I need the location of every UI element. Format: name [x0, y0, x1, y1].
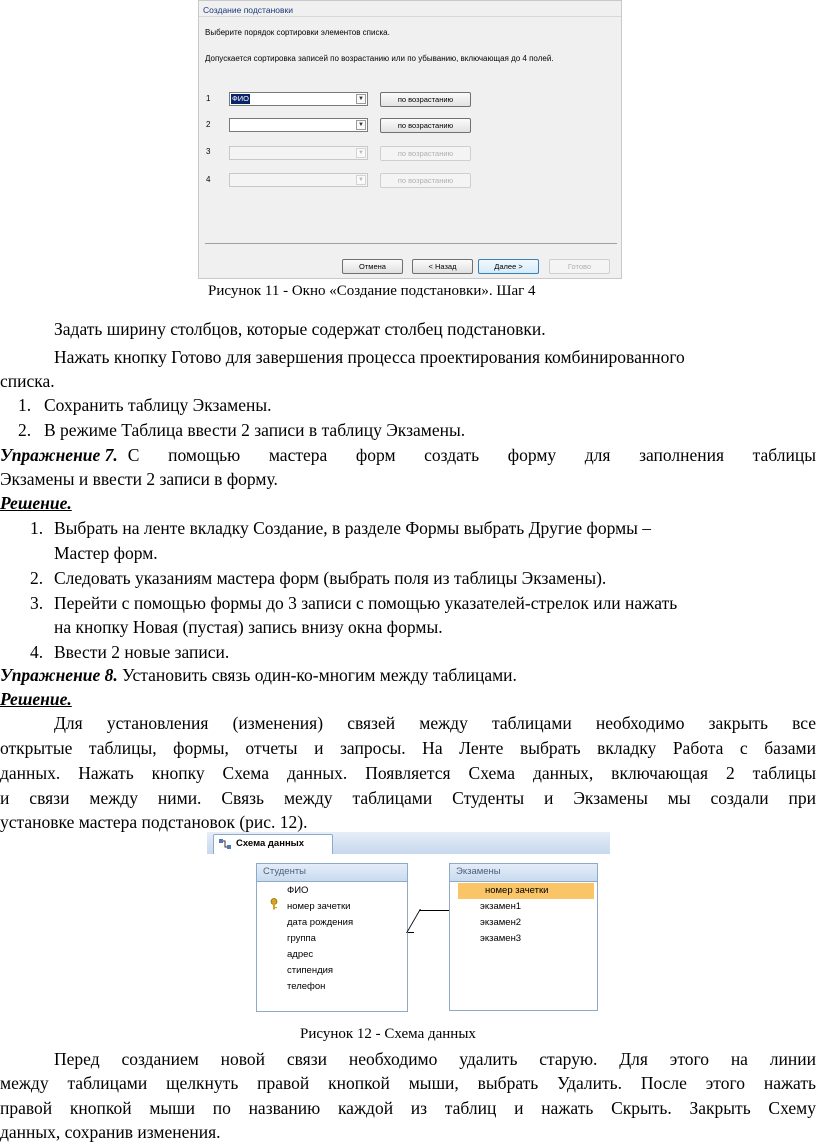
field-item[interactable]: адрес [287, 949, 314, 960]
paragraph: данных, сохранив изменения. [0, 1122, 221, 1142]
sort-row-number: 4 [206, 175, 211, 184]
field-item[interactable]: экзамен3 [480, 933, 522, 944]
paragraph: и связи между ними. Связь между таблицами Студенты и Экзамены мы создали при [0, 788, 816, 808]
relationship-line[interactable] [406, 909, 421, 933]
sort-field-value [231, 148, 233, 158]
finish-button: Готово [549, 259, 610, 274]
sort-field-combo-4 [229, 173, 368, 187]
field-item[interactable]: группа [287, 933, 316, 944]
wizard-divider [205, 243, 617, 244]
exercise-8-text: Установить связь один-ко-многим между таблицами. [122, 665, 517, 685]
sort-order-button-1[interactable]: по возрастанию [380, 92, 471, 107]
tab-relationships[interactable] [213, 834, 333, 854]
lookup-wizard-window [198, 0, 622, 279]
list-item: Выбрать на ленте вкладку Создание, в разделе Формы выбрать Другие формы – [54, 518, 652, 538]
chevron-down-icon: ▼ [356, 148, 366, 158]
table-students[interactable] [256, 863, 408, 1012]
key-icon [269, 898, 279, 910]
relationships-icon [219, 839, 231, 849]
sort-field-value [231, 175, 233, 185]
sort-order-button-2[interactable]: по возрастанию [380, 118, 471, 133]
cancel-button[interactable]: Отмена [342, 259, 403, 274]
paragraph: Нажать кнопку Готово для завершения процесса проектирования комбинированного [54, 347, 685, 367]
paragraph: списка. [0, 371, 55, 391]
paragraph: Перед созданием новой связи необходимо удалить старую. Для этого на линии [54, 1049, 816, 1069]
field-item[interactable]: ФИО [287, 885, 309, 896]
wizard-title: Создание подстановки [199, 1, 621, 17]
list-number: 2. [18, 420, 32, 440]
table-title[interactable]: Экзамены [450, 864, 597, 882]
list-number: 3. [30, 593, 44, 613]
list-number: 1. [18, 395, 32, 415]
wizard-instruction: Выберите порядок сортировки элементов списка. [205, 28, 390, 37]
sort-field-value [231, 120, 233, 130]
tab-label: Схема данных [236, 838, 305, 849]
table-exams[interactable] [449, 863, 598, 1011]
sort-order-button-3: по возрастанию [380, 146, 471, 161]
back-button[interactable]: < Назад [412, 259, 473, 274]
list-item: на кнопку Новая (пустая) запись внизу окна формы. [54, 617, 443, 637]
field-item[interactable]: номер зачетки [287, 901, 351, 912]
sort-order-button-4: по возрастанию [380, 173, 471, 188]
list-item: Сохранить таблицу Экзамены. [44, 395, 272, 415]
chevron-down-icon[interactable]: ▼ [356, 94, 366, 104]
table-title[interactable]: Студенты [257, 864, 407, 882]
relationship-line[interactable] [419, 910, 449, 911]
list-item: Перейти с помощью формы до 3 записи с помощью указателей-стрелок или нажать [54, 593, 678, 613]
sort-field-combo-2[interactable] [229, 118, 368, 132]
exercise-7-label: Упражнение 7. [0, 445, 118, 465]
field-item[interactable]: экзамен2 [480, 917, 522, 928]
paragraph: установке мастера подстановок (рис. 12). [0, 812, 308, 832]
paragraph: Для установления (изменения) связей между таблицами необходимо закрыть все [54, 713, 816, 733]
sort-field-value: ФИО [232, 94, 249, 103]
document-tab-bar [207, 832, 610, 855]
list-item: Мастер форм. [54, 543, 158, 563]
wizard-hint: Допускается сортировка записей по возрастанию или по убыванию, включающая до 4 полей. [205, 54, 554, 63]
figure-11-caption: Рисунок 11 - Окно «Создание подстановки». Шаг 4 [208, 283, 536, 299]
field-item[interactable]: телефон [287, 981, 326, 992]
exercise-8-label: Упражнение 8. [0, 665, 118, 685]
relationship-line[interactable] [408, 932, 414, 933]
paragraph: данных. Нажать кнопку Схема данных. Появляется Схема данных, включающая 2 таблицы [0, 763, 816, 783]
figure-12-caption: Рисунок 12 - Схема данных [300, 1026, 476, 1042]
next-button[interactable]: Далее > [478, 259, 539, 274]
sort-field-combo-1[interactable] [229, 92, 368, 106]
paragraph: между таблицами щелкнуть правой кнопкой мыши, выбрать Удалить. После этого нажать [0, 1073, 816, 1093]
paragraph: Экзамены и ввести 2 записи в форму. [0, 469, 278, 489]
solution-heading: Решение. [0, 689, 72, 709]
list-item: Следовать указаниям мастера форм (выбрать поля из таблицы Экзамены). [54, 568, 607, 588]
paragraph: Задать ширину столбцов, которые содержат столбец подстановки. [54, 319, 546, 339]
field-item[interactable]: дата рождения [287, 917, 354, 928]
exercise-7 [0, 443, 816, 467]
chevron-down-icon: ▼ [356, 175, 366, 185]
list-item: Ввести 2 новые записи. [54, 642, 230, 662]
sort-row-number: 2 [206, 120, 211, 129]
list-number: 1. [30, 518, 44, 538]
list-item: В режиме Таблица ввести 2 записи в таблицу Экзамены. [44, 420, 466, 440]
field-item-selected[interactable]: номер зачетки [458, 883, 594, 899]
relationships-window [207, 832, 610, 1024]
list-number: 4. [30, 642, 44, 662]
sort-row-number: 1 [206, 94, 211, 103]
field-item[interactable]: экзамен1 [480, 901, 522, 912]
paragraph: правой кнопкой мыши по названию каждой из таблиц и нажать Скрыть. Закрыть Схему [0, 1098, 816, 1118]
field-item[interactable]: стипендия [287, 965, 334, 976]
paragraph: открытые таблицы, формы, отчеты и запросы. На Ленте выбрать вкладку Работа с базами [0, 738, 816, 758]
relationships-canvas [207, 854, 610, 1024]
solution-heading: Решение. [0, 493, 72, 513]
sort-field-combo-3 [229, 146, 368, 160]
exercise-7-text: С помощью мастера форм создать форму для заполнения таблицы [127, 445, 816, 465]
list-number: 2. [30, 568, 44, 588]
exercise-8 [0, 663, 816, 687]
chevron-down-icon[interactable]: ▼ [356, 120, 366, 130]
sort-row-number: 3 [206, 147, 211, 156]
